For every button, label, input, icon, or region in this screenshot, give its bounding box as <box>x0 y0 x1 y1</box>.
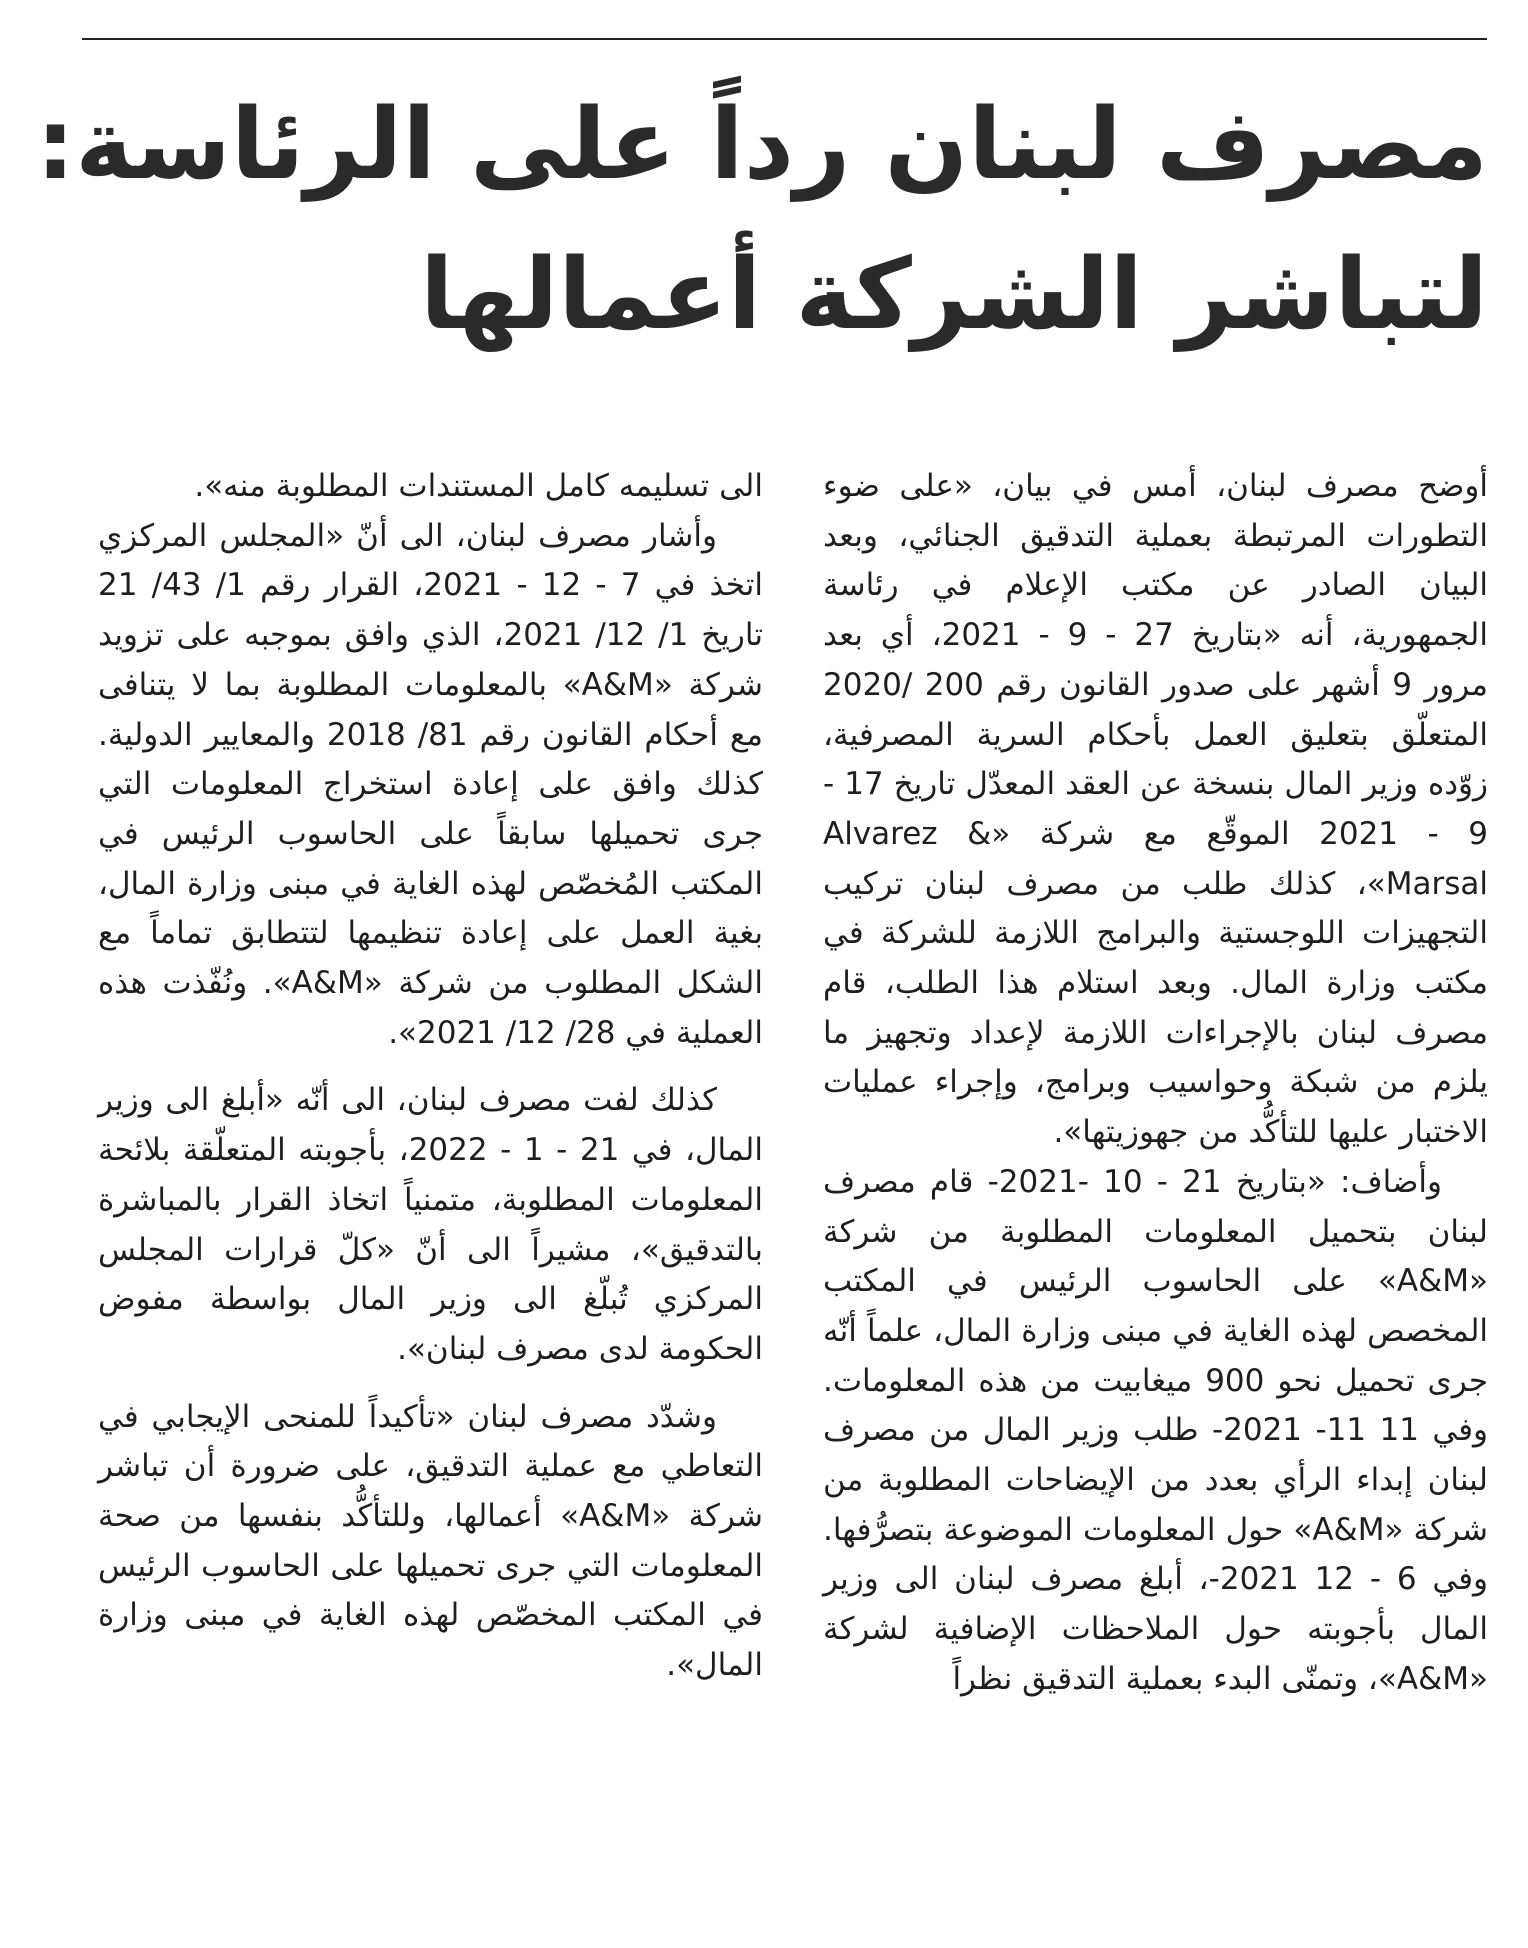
headline-line-2: لتباشر الشركة أعمالها <box>420 238 1488 352</box>
paragraph: كذلك لفت مصرف لبنان، الى أنّه «أبلغ الى وزير المال، في 21 - 1 - 2022، بأجوبته المتعلّقة بلائحة المعلومات المطلوبة، متمنياً اتخاذ القرار بالمباشرة بالتدقيق»، مشيراً الى أنّ «كلّ قرارات المجلس المركزي تُبلّغ الى وزير المال بواسطة مفوض الحكومة لدى مصرف لبنان». <box>98 1082 763 1367</box>
article-column-right <box>823 462 1488 1705</box>
article-headline <box>35 70 1488 370</box>
paragraph: وأضاف: «بتاريخ 21 - 10 -2021- قام مصرف لبنان بتحميل المعلومات المطلوبة من شركة «A&M» على الحاسوب الرئيس في المكتب المخصص لهذه الغاية في مبنى وزارة المال، علماً أنّه جرى تحميل نحو 900 ميغابيت من هذه المعلومات. وفي 11 11- 2021- طلب وزير المال من مصرف لبنان إبداء الرأي بعدد من الإيضاحات المطلوبة من شركة «A&M» حول المعلومات الموضوعة بتصرُّفها. وفي 6 - 12 2021-، أبلغ مصرف لبنان الى وزير المال بأجوبته حول الملاحظات الإضافية لشركة «A&M»، وتمنّى البدء بعملية التدقيق نظراً <box>823 1163 1489 1697</box>
headline-line-1: مصرف لبنان رداً على الرئاسة: <box>35 88 1488 202</box>
top-rule <box>82 38 1487 40</box>
paragraph: وشدّد مصرف لبنان «تأكيداً للمنحى الإيجابي في التعاطي مع عملية التدقيق، على ضرورة أن تباشر شركة «A&M» أعمالها، وللتأكُّد بنفسها من صحة المعلومات التي جرى تحميلها على الحاسوب الرئيس في المكتب المخصّص لهذه الغاية في مبنى وزارة المال». <box>98 1398 763 1684</box>
paragraph: أوضح مصرف لبنان، أمس في بيان، «على ضوء التطورات المرتبطة بعملية التدقيق الجنائي، وبعد البيان الصادر عن مكتب الإعلام في رئاسة الجمهورية، أنه «بتاريخ 27 - 9 - 2021، أي بعد مرور 9 أشهر على صدور القانون رقم 200 /2020 المتعلّق بتعليق العمل بأحكام السرية المصرفية، زوّده وزير المال بنسخة عن العقد المعدّل تاريخ 17 - 9 - 2021 الموقّع مع شركة «Alvarez & Marsal»، كذلك طلب من مصرف لبنان تركيب التجهيزات اللوجستية والبرامج اللازمة للشركة في مكتب وزارة المال. وبعد استلام هذا الطلب، قام مصرف لبنان بالإجراءات اللازمة لإعداد وتجهيز ما يلزم من شبكة وحواسيب وبرامج، وإجراء عمليات الاختبار عليها للتأكُّد من جهوزيتها». <box>823 468 1488 1151</box>
paragraph: الى تسليمه كامل المستندات المطلوبة منه». <box>194 468 763 504</box>
paragraph: وأشار مصرف لبنان، الى أنّ «المجلس المركزي اتخذ في 7 - 12 - 2021، القرار رقم 1/ 43/ 21 تاريخ 1/ 12/ 2021، الذي وافق بموجبه على تزويد شركة «A&M» بالمعلومات المطلوبة بما لا يتنافى مع أحكام القانون رقم 81/ 2018 والمعايير الدولية. كذلك وافق على إعادة استخراج المعلومات التي جرى تحميلها سابقاً على الحاسوب الرئيس في المكتب المُخصّص لهذه الغاية في مبنى وزارة المال، بغية العمل على إعادة تنظيمها لتتطابق تماماً مع الشكل المطلوب من شركة «A&M». ونُفّذت هذه العملية في 28/ 12/ 2021». <box>98 517 763 1051</box>
article-column-left <box>98 462 763 1691</box>
